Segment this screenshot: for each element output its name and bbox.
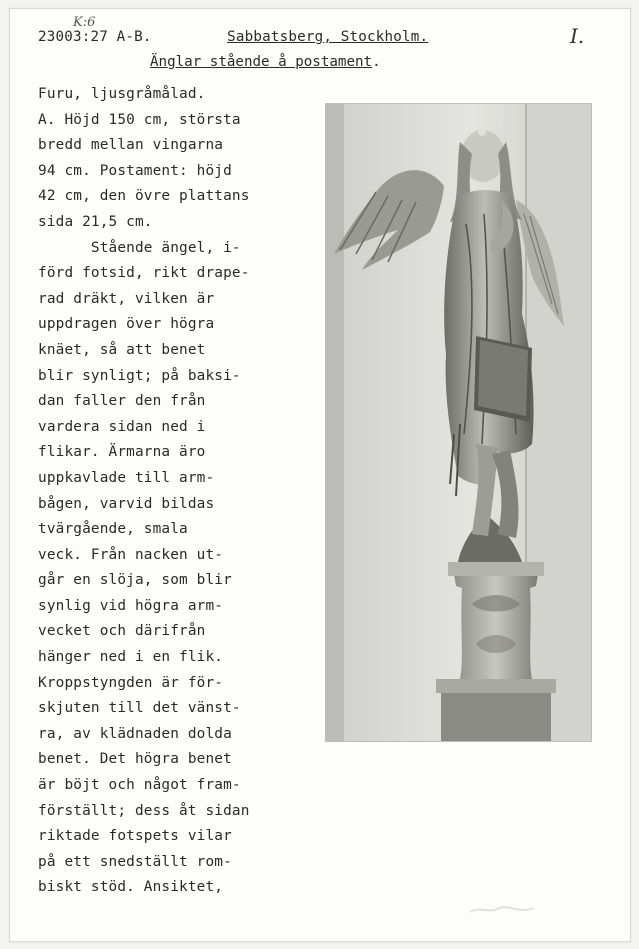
description-line: veck. Från nacken ut- [38, 546, 224, 563]
description-line: förställt; dess åt sidan [38, 802, 250, 819]
description-line: förd fotsid, rikt drape- [38, 265, 250, 282]
description-line: uppdragen över högra [38, 316, 215, 333]
description-line: hänger ned i en flik. [38, 649, 224, 666]
object-subtitle [150, 54, 381, 70]
location-title: Sabbatsberg, Stockholm. [227, 29, 429, 45]
page-numeral: I. [570, 24, 585, 48]
description-line: vardera sidan ned i [38, 418, 206, 435]
description-line: ra, av klädnaden dolda [38, 725, 232, 742]
card-header [38, 29, 598, 45]
description-line: biskt stöd. Ansiktet, [38, 879, 224, 896]
description-line: vecket och därifrån [38, 623, 206, 640]
description-text [38, 82, 328, 901]
description-line: skjuten till det vänst- [38, 700, 241, 717]
description-line: blir synligt; på baksi- [38, 367, 241, 384]
catalog-number: 23003:27 A-B. [38, 29, 152, 45]
subtitle-suffix: . [372, 54, 381, 70]
description-line: benet. Det högra benet [38, 751, 232, 768]
description-line: är böjt och något fram- [38, 777, 241, 794]
description-line: bredd mellan vingarna [38, 137, 224, 154]
description-line: Kroppstyngden är för- [38, 674, 224, 691]
statue-illustration [326, 104, 591, 741]
description-line: sida 21,5 cm. [38, 213, 153, 230]
handwritten-mark: K:6 [73, 15, 96, 30]
description-line: bågen, varvid bildas [38, 495, 215, 512]
description-line: Furu, ljusgråmålad. [38, 86, 206, 102]
description-line: riktade fotspets vilar [38, 828, 232, 845]
angel-statue-photo [325, 103, 592, 742]
description-line: går en slöja, som blir [38, 572, 232, 589]
description-line: Stående ängel, i- [38, 239, 241, 256]
description-line: uppkavlade till arm- [38, 469, 215, 486]
description-line: 94 cm. Postament: höjd [38, 162, 232, 179]
faint-stamp-mark [468, 902, 538, 918]
description-line: synlig vid högra arm- [38, 597, 224, 614]
description-line: flikar. Ärmarna äro [38, 444, 206, 461]
description-line: 42 cm, den övre plattans [38, 188, 250, 205]
description-line: på ett snedställt rom- [38, 853, 232, 870]
description-line: A. Höjd 150 cm, största [38, 111, 241, 128]
description-line: knäet, så att benet [38, 341, 206, 358]
description-line: rad dräkt, vilken är [38, 290, 215, 307]
description-line: dan faller den från [38, 393, 206, 410]
description-line: tvärgående, smala [38, 521, 188, 538]
subtitle-text: Änglar stående å postament [150, 54, 373, 70]
